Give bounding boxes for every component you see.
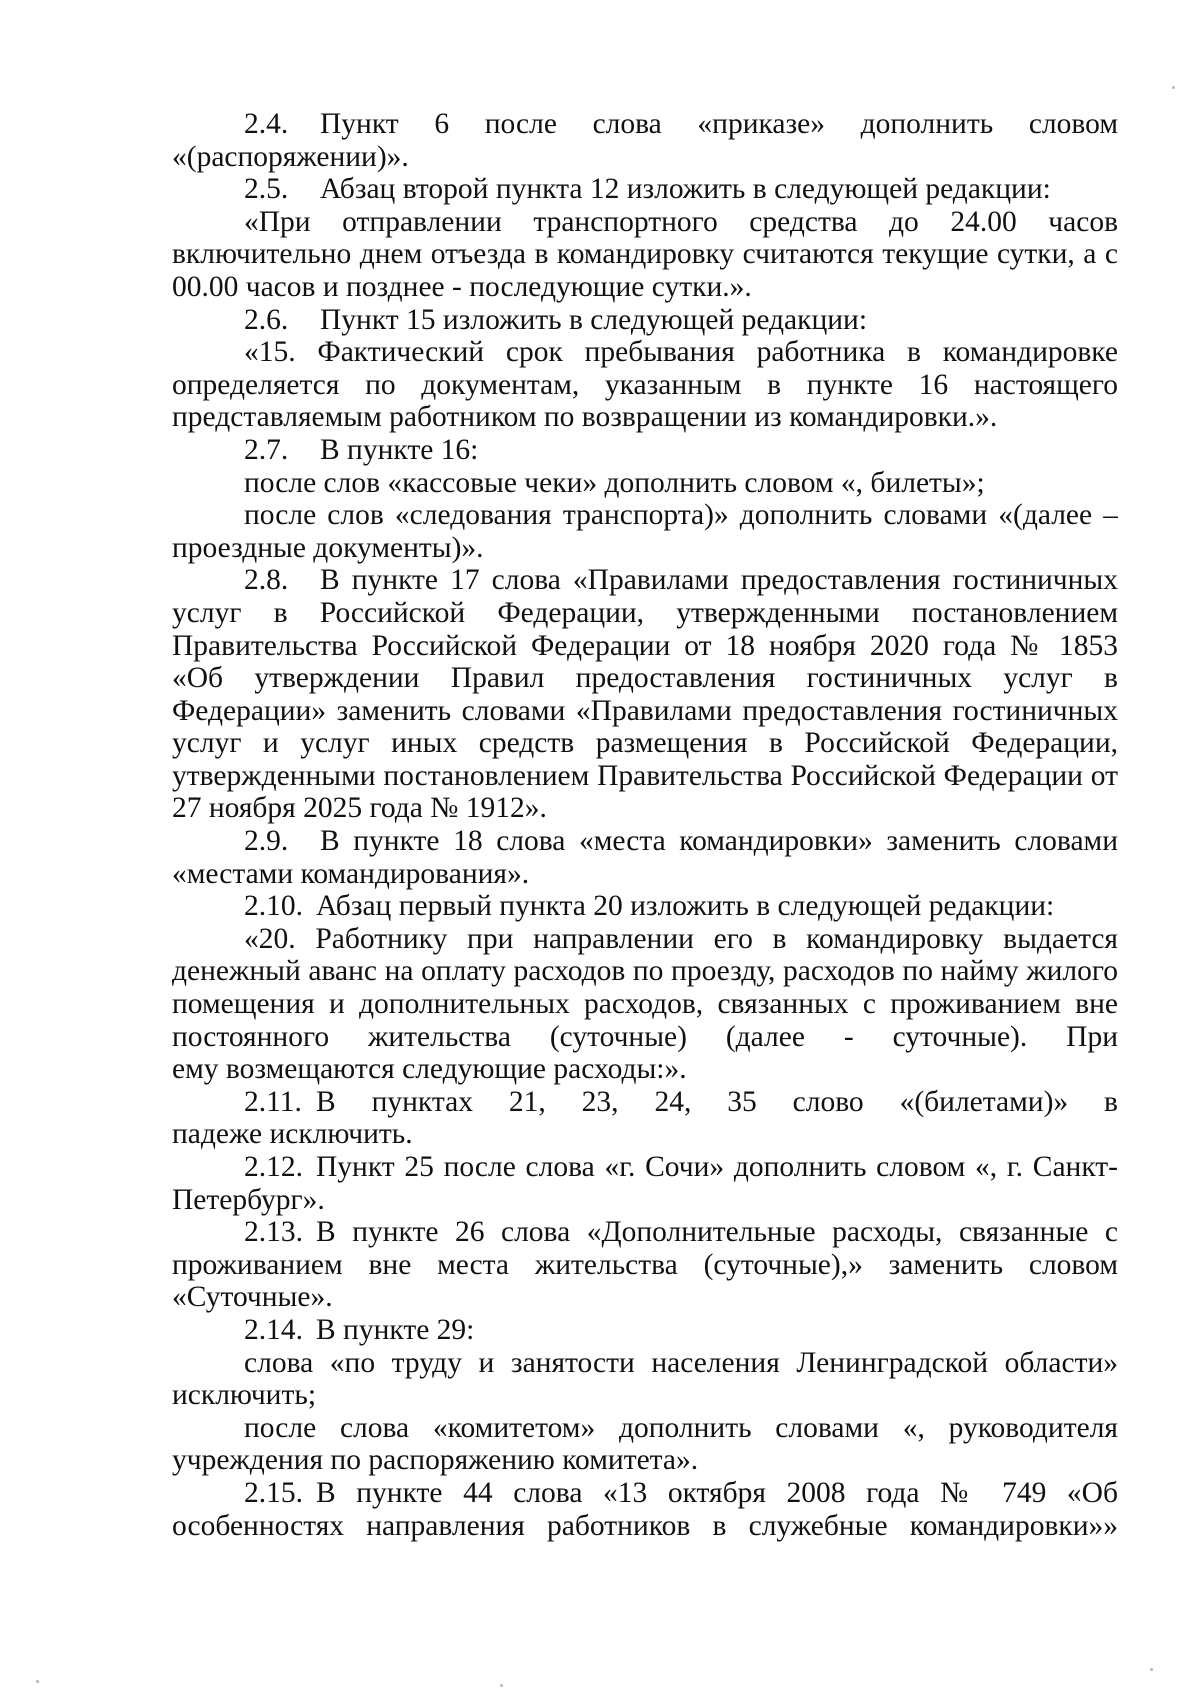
paragraph-2-7-line-3: после слов «следования транспорта)» дополнить словами «(далее – bbox=[244, 499, 1118, 532]
quote-2-6-line-3: представляемым работником по возвращении из командировки.». bbox=[172, 401, 998, 434]
item-number: 2.9. bbox=[244, 825, 289, 858]
paragraph-2-6-line-1 bbox=[172, 304, 1118, 337]
item-number: 2.8. bbox=[244, 564, 289, 597]
line-text: В пункте 17 слова «Правилами предоставления гостиничных bbox=[320, 564, 1118, 597]
paragraph-2-12-line-1 bbox=[172, 1151, 1118, 1184]
line-text: В пункте 44 слова «13 октября 2008 года № 749 «Об bbox=[316, 1476, 1118, 1509]
paragraph-2-4-line-2: «(распоряжении)». bbox=[172, 140, 409, 173]
paragraph-2-8-line-8: 27 ноября 2025 года № 1912». bbox=[172, 792, 547, 825]
scan-speck bbox=[36, 1680, 39, 1683]
paragraph-2-14-line-5: учреждения по распоряжению комитета». bbox=[172, 1444, 699, 1477]
item-number: 2.4. bbox=[244, 108, 289, 140]
line-text: В пункте 26 слова «Дополнительные расходы, связанные с bbox=[316, 1216, 1118, 1249]
item-number: 2.11. bbox=[244, 1085, 302, 1118]
line-text: В пунктах 21, 23, 24, 35 слово «(билетами)» в bbox=[316, 1085, 1118, 1118]
scan-speck bbox=[1150, 1668, 1153, 1671]
item-number: 2.12. bbox=[244, 1151, 303, 1183]
scan-speck bbox=[500, 1684, 503, 1687]
quote-2-10-line-4: постоянного жительства (суточные) (далее - суточные). При bbox=[172, 1020, 1118, 1053]
quote-2-10-line-1: «20. Работнику при направлении его в командировку выдается bbox=[244, 922, 1118, 955]
line-text: Пункт 25 после слова «г. Сочи» дополнить словом «, г. Санкт- bbox=[316, 1151, 1118, 1183]
line-text: В пункте 29: bbox=[316, 1313, 475, 1346]
paragraph-2-14-line-1 bbox=[172, 1314, 1118, 1347]
paragraph-2-7-line-1 bbox=[172, 434, 1118, 467]
quote-2-10-line-3: помещения и дополнительных расходов, связанных с проживанием вне bbox=[172, 988, 1118, 1021]
item-number: 2.10. bbox=[244, 890, 303, 923]
paragraph-2-13-line-2: проживанием вне места жительства (суточные),» заменить словом bbox=[172, 1248, 1118, 1281]
paragraph-2-4-line-1 bbox=[172, 108, 1118, 141]
paragraph-2-8-line-2: услуг в Российской Федерации, утвержденными постановлением bbox=[172, 596, 1118, 629]
paragraph-2-8-line-6: услуг и услуг иных средств размещения в Российской Федерации, bbox=[172, 727, 1118, 760]
paragraph-2-11-line-1 bbox=[172, 1086, 1118, 1119]
paragraph-2-10-line-1 bbox=[172, 890, 1118, 923]
quote-2-10-line-5: ему возмещаются следующие расходы:». bbox=[172, 1053, 687, 1086]
paragraph-2-15-line-1 bbox=[172, 1477, 1118, 1510]
paragraph-2-5-line-1 bbox=[172, 173, 1118, 206]
item-number: 2.5. bbox=[244, 173, 289, 206]
document-body bbox=[172, 108, 1118, 1542]
quote-2-6-line-1: «15. Фактический срок пребывания работника в командировке bbox=[244, 336, 1118, 369]
line-text: Абзац первый пункта 20 изложить в следующей редакции: bbox=[316, 890, 1055, 923]
paragraph-2-7-line-2: после слов «кассовые чеки» дополнить словом «, билеты»; bbox=[244, 466, 985, 499]
paragraph-2-8-line-7: утвержденными постановлением Правительства Российской Федерации от bbox=[172, 759, 1118, 792]
paragraph-2-8-line-5: Федерации» заменить словами «Правилами предоставления гостиничных bbox=[172, 694, 1118, 727]
paragraph-2-8-line-3: Правительства Российской Федерации от 18 ноября 2020 года № 1853 bbox=[172, 629, 1118, 662]
paragraph-2-13-line-3: «Суточные». bbox=[172, 1281, 333, 1314]
line-text: Пункт 15 изложить в следующей редакции: bbox=[320, 303, 868, 336]
quote-2-6-line-2: определяется по документам, указанным в пункте 16 настоящего bbox=[172, 368, 1118, 401]
paragraph-2-13-line-1 bbox=[172, 1216, 1118, 1249]
paragraph-2-14-line-3: исключить; bbox=[172, 1379, 317, 1412]
paragraph-2-11-line-2: падеже исключить. bbox=[172, 1118, 413, 1151]
paragraph-2-9-line-1 bbox=[172, 825, 1118, 858]
paragraph-2-14-line-2: слова «по труду и занятости населения Ленинградской области» bbox=[244, 1346, 1118, 1379]
item-number: 2.6. bbox=[244, 303, 289, 336]
paragraph-2-7-line-4: проездные документы)». bbox=[172, 531, 484, 564]
paragraph-2-8-line-1 bbox=[172, 564, 1118, 597]
line-text: В пункте 18 слова «места командировки» заменить словами bbox=[320, 825, 1118, 858]
paragraph-2-8-line-4: «Об утверждении Правил предоставления гостиничных услуг в bbox=[172, 662, 1118, 695]
item-number: 2.7. bbox=[244, 433, 289, 466]
paragraph-2-14-line-4: после слова «комитетом» дополнить словами «, руководителя bbox=[244, 1411, 1118, 1444]
item-number: 2.14. bbox=[244, 1313, 303, 1346]
line-text: Абзац второй пункта 12 изложить в следующей редакции: bbox=[320, 173, 1051, 206]
quote-2-5-line-1: «При отправлении транспортного средства до 24.00 часов bbox=[244, 205, 1118, 238]
line-text: Пункт 6 после слова «приказе» дополнить словом bbox=[320, 108, 1118, 140]
item-number: 2.15. bbox=[244, 1476, 303, 1509]
line-text: В пункте 16: bbox=[320, 433, 479, 466]
paragraph-2-9-line-2: «местами командирования». bbox=[172, 857, 530, 890]
paragraph-2-15-line-2: особенностях направления работников в служебные командировки»» bbox=[172, 1509, 1118, 1542]
quote-2-5-line-3: 00.00 часов и позднее - последующие сутки.». bbox=[172, 270, 752, 303]
paragraph-2-12-line-2: Петербург». bbox=[172, 1183, 325, 1216]
quote-2-10-line-2: денежный аванс на оплату расходов по проезду, расходов по найму жилого bbox=[172, 955, 1118, 988]
item-number: 2.13. bbox=[244, 1216, 303, 1249]
quote-2-5-line-2: включительно днем отъезда в командировку считаются текущие сутки, а с bbox=[172, 238, 1118, 271]
scan-speck bbox=[1172, 86, 1175, 89]
